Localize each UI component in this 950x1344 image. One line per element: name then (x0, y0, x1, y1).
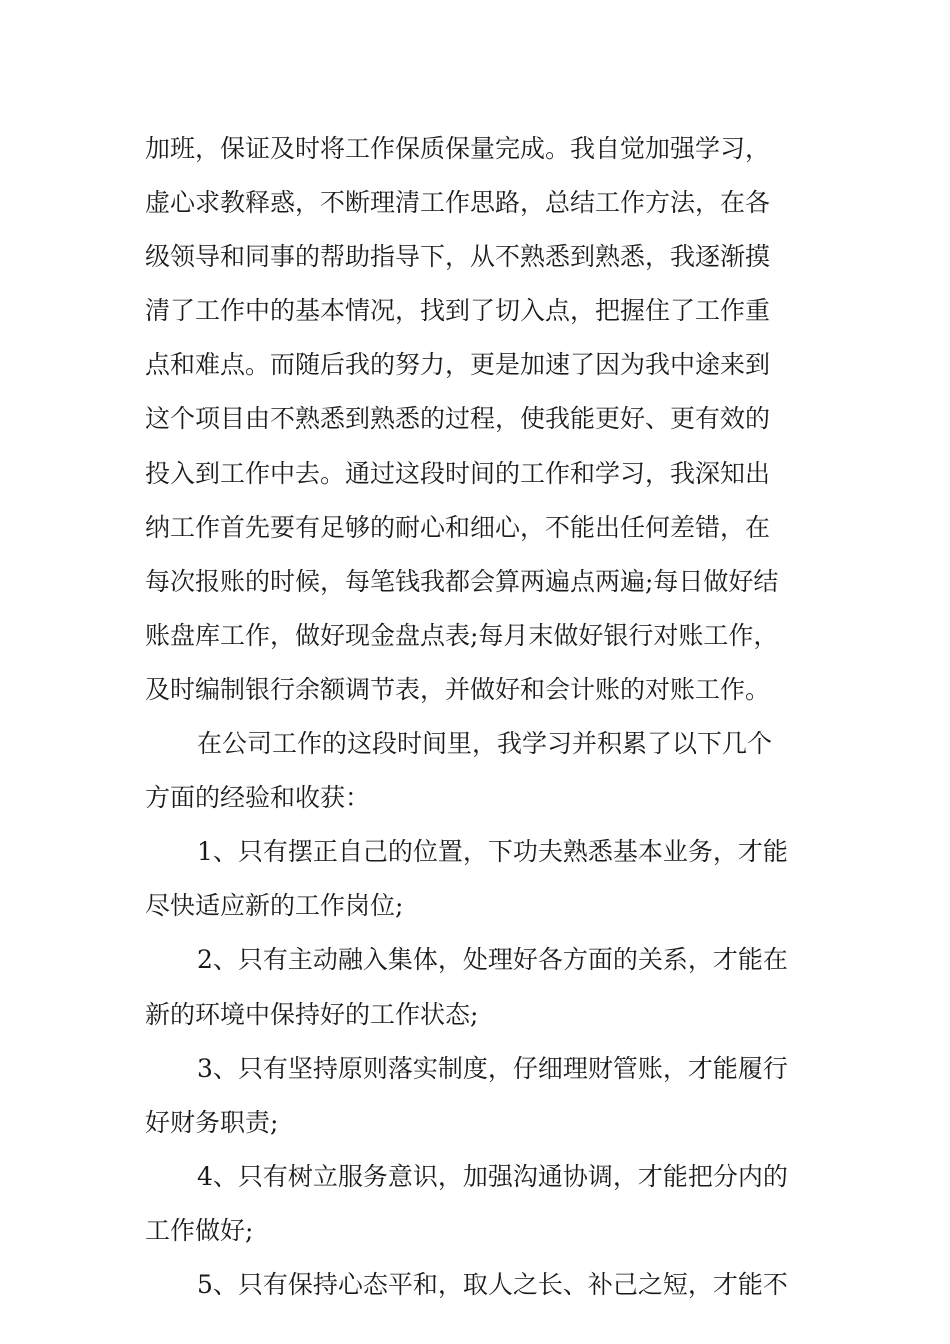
text-line: 投入到工作中去。通过这段时间的工作和学习，我深知出 (145, 458, 771, 488)
text-line: 这个项目由不熟悉到熟悉的过程，使我能更好、更有效的 (145, 404, 771, 434)
list-item-5-first-line: 5、只有保持心态平和，取人之长、补己之短，才能不 (197, 1269, 788, 1299)
text-line: 纳工作首先要有足够的耐心和细心，不能出任何差错，在 (145, 512, 771, 542)
list-item-4-continuation: 工作做好; (145, 1215, 254, 1245)
text-line: 账盘库工作，做好现金盘点表;每月末做好银行对账工作， (145, 620, 779, 650)
list-item-1-first-line: 1、只有摆正自己的位置，下功夫熟悉基本业务，才能 (197, 837, 788, 867)
list-item-2-continuation: 新的环境中保持好的工作状态; (145, 999, 479, 1029)
paragraph-first-line: 在公司工作的这段时间里，我学习并积累了以下几个 (197, 729, 773, 759)
text-line: 加班，保证及时将工作保质保量完成。我自觉加强学习， (145, 134, 771, 163)
text-line: 点和难点。而随后我的努力，更是加速了因为我中途来到 (145, 350, 771, 380)
list-item-3-first-line: 3、只有坚持原则落实制度，仔细理财管账，才能履行 (197, 1053, 788, 1083)
text-line: 每次报账的时候，每笔钱我都会算两遍点两遍;每日做好结 (145, 566, 779, 596)
text-line: 及时编制银行余额调节表，并做好和会计账的对账工作。 (145, 674, 771, 704)
list-item-2-first-line: 2、只有主动融入集体，处理好各方面的关系，才能在 (197, 945, 788, 975)
document-body (145, 122, 810, 1312)
text-line: 虚心求教释惑，不断理清工作思路，总结工作方法，在各 (145, 188, 771, 218)
list-item-3-continuation: 好财务职责; (145, 1107, 279, 1137)
list-item-4-first-line: 4、只有树立服务意识，加强沟通协调，才能把分内的 (197, 1161, 788, 1191)
text-line: 级领导和同事的帮助指导下，从不熟悉到熟悉，我逐渐摸 (145, 242, 771, 272)
text-line: 清了工作中的基本情况，找到了切入点，把握住了工作重 (145, 296, 771, 326)
list-item-1-continuation: 尽快适应新的工作岗位; (145, 891, 404, 921)
text-line: 方面的经验和收获： (145, 783, 371, 813)
